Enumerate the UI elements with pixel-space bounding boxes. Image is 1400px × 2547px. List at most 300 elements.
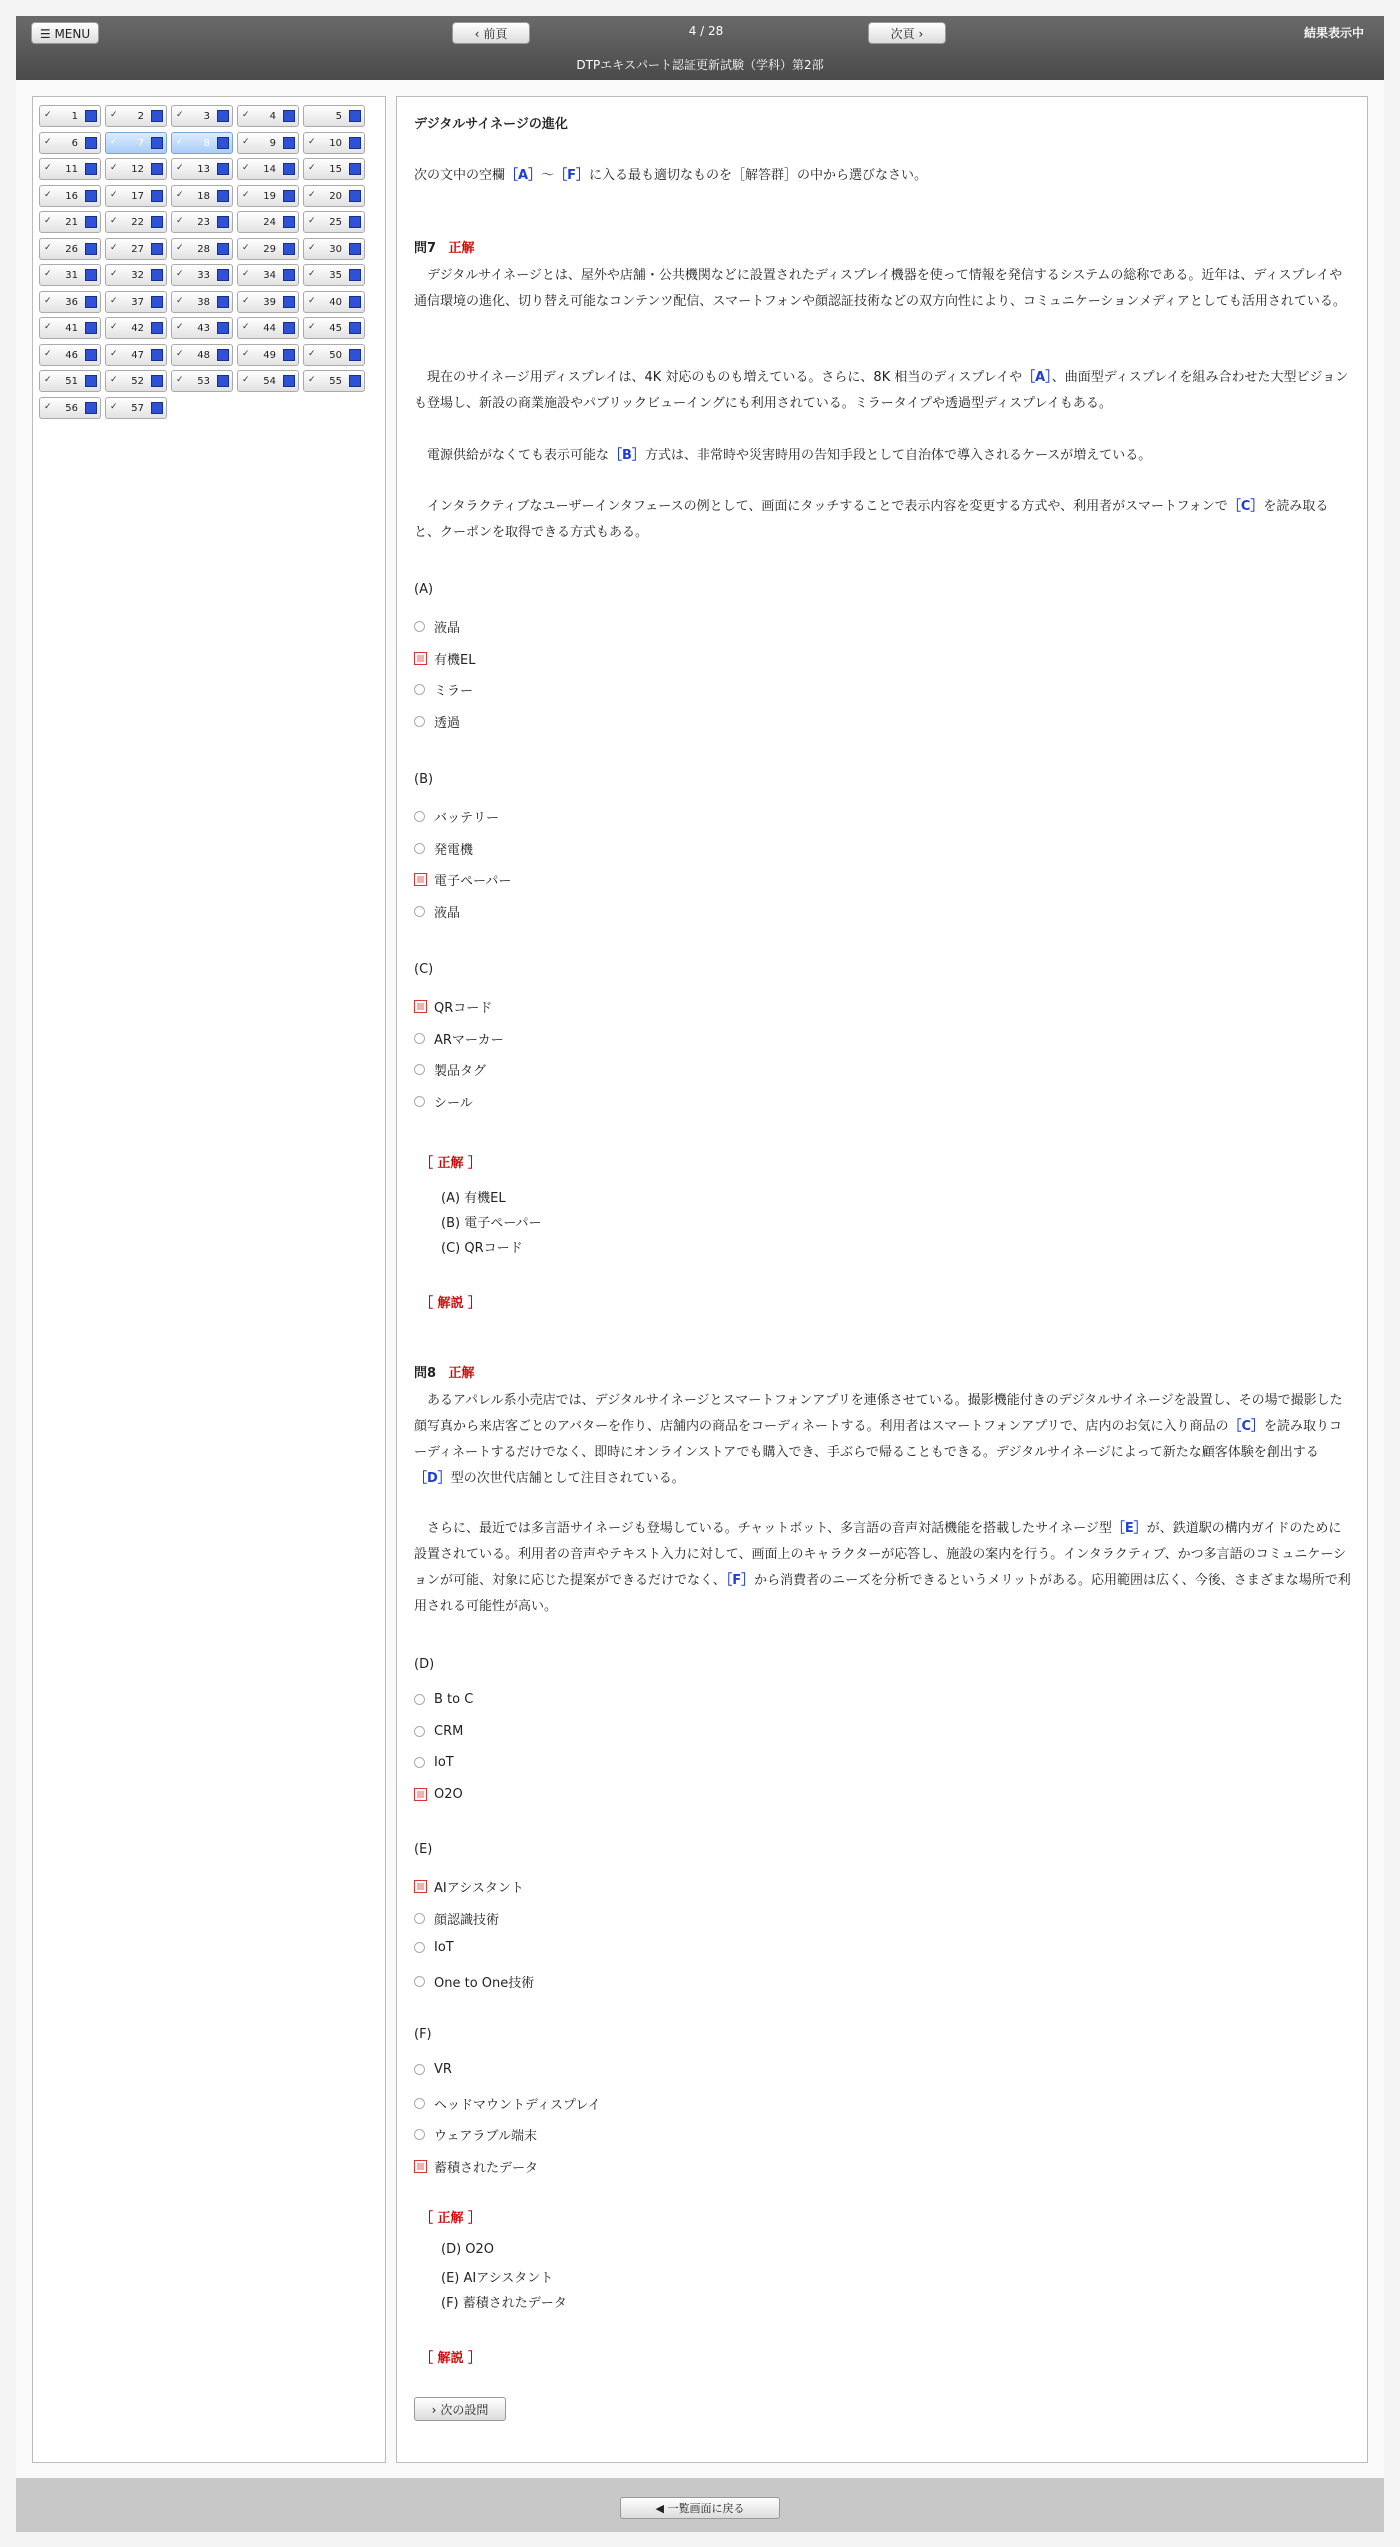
question-nav-button[interactable] <box>303 264 365 286</box>
question-nav-button[interactable] <box>105 397 167 419</box>
question-nav-button[interactable] <box>237 132 299 154</box>
q7-option[interactable] <box>414 1029 504 1048</box>
q8-option-label: B to C <box>434 1692 474 1707</box>
q8-option[interactable] <box>414 1909 499 1928</box>
flag-icon[interactable] <box>151 349 163 361</box>
selected-checkbox-icon[interactable] <box>414 873 427 886</box>
question-number: 53 <box>197 376 210 387</box>
question-nav-button[interactable] <box>303 105 365 127</box>
check-icon: ✓ <box>176 269 184 279</box>
question-number: 14 <box>263 164 276 175</box>
question-nav-button[interactable] <box>105 105 167 127</box>
question-number: 42 <box>131 323 144 334</box>
q7-option[interactable] <box>414 649 475 668</box>
question-number: 49 <box>263 349 276 361</box>
question-nav-button[interactable] <box>39 105 101 127</box>
q7-option[interactable] <box>414 680 473 699</box>
question-number: 48 <box>197 349 210 361</box>
flag-icon[interactable] <box>151 190 163 202</box>
flag-icon[interactable] <box>349 322 361 334</box>
question-number: 20 <box>329 190 342 202</box>
check-icon: ✓ <box>110 269 118 279</box>
check-icon: ✓ <box>242 375 250 385</box>
q8-option-label: O2O <box>434 1786 463 1802</box>
check-icon: ✓ <box>176 110 184 120</box>
question-number: 1 <box>71 111 78 122</box>
question-number: 6 <box>71 137 78 149</box>
q8-option-label: 顔認識技術 <box>434 1912 500 1928</box>
question-number: 18 <box>197 190 210 202</box>
question-nav-button[interactable] <box>171 264 233 286</box>
q8-option[interactable] <box>414 1877 524 1896</box>
flag-icon[interactable] <box>85 163 97 175</box>
check-icon: ✓ <box>44 295 52 306</box>
radio-icon[interactable] <box>414 1976 425 1987</box>
q8-option[interactable] <box>414 1972 534 1991</box>
flag-icon[interactable] <box>349 269 361 281</box>
q7-option-label: ARマーカー <box>434 1032 504 1048</box>
question-nav-button[interactable] <box>39 158 101 180</box>
flag-icon[interactable] <box>349 110 361 122</box>
q7-group-label: (A) <box>414 582 434 597</box>
flag-icon[interactable] <box>217 110 229 122</box>
flag-icon[interactable] <box>85 190 97 202</box>
q7-option[interactable] <box>414 617 460 636</box>
chevron-right-icon: › <box>431 2403 437 2417</box>
question-nav-button[interactable] <box>171 317 233 339</box>
flag-icon[interactable] <box>85 402 97 414</box>
question-number: 30 <box>329 243 342 255</box>
flag-icon[interactable] <box>349 163 361 175</box>
radio-icon[interactable] <box>414 684 425 695</box>
radio-icon[interactable] <box>414 1726 425 1737</box>
question-number: 39 <box>263 296 276 308</box>
radio-icon[interactable] <box>414 1064 425 1075</box>
q7-header: 問7 正解 <box>414 241 475 256</box>
check-icon: ✓ <box>176 375 184 385</box>
selected-checkbox-icon[interactable] <box>414 1000 427 1013</box>
flag-icon[interactable] <box>217 322 229 334</box>
check-icon: ✓ <box>110 348 118 359</box>
flag-icon[interactable] <box>151 163 163 175</box>
q7-option[interactable] <box>414 1060 486 1079</box>
flag-icon[interactable] <box>217 190 229 202</box>
question-nav-button[interactable] <box>171 370 233 392</box>
q7-paragraph-2: 現在のサイネージ用ディスプレイは、4K 対応のものも増えている。さらに、8K 相当のディスプレイや［A］、曲面型ディスプレイを組み合わせた大型ビジョンも登場し、新設の商業施設やパブリックビューイングにも利用されている。ミラータイプや透過型ディスプレイもある。 <box>414 370 1349 411</box>
question-nav-button[interactable] <box>105 344 167 366</box>
flag-icon[interactable] <box>85 349 97 361</box>
question-number: 52 <box>131 376 144 387</box>
question-number: 12 <box>131 164 144 175</box>
question-number: 50 <box>329 349 342 361</box>
check-icon: ✓ <box>44 322 52 332</box>
result-mode-label: 結果表示中 <box>1303 26 1364 40</box>
flag-icon[interactable] <box>283 269 295 281</box>
q8-option[interactable] <box>414 1940 454 1955</box>
question-nav-button[interactable] <box>303 370 365 392</box>
flag-icon[interactable] <box>151 375 163 387</box>
question-nav-button[interactable] <box>171 105 233 127</box>
flag-icon[interactable] <box>349 375 361 387</box>
flag-icon[interactable] <box>85 322 97 334</box>
q8-option[interactable] <box>414 2062 452 2077</box>
check-icon: ✓ <box>44 242 52 253</box>
flag-icon[interactable] <box>283 375 295 387</box>
question-number: 8 <box>203 137 210 149</box>
question-nav-button[interactable] <box>39 370 101 392</box>
question-nav-button[interactable] <box>237 370 299 392</box>
check-icon: ✓ <box>110 375 118 385</box>
flag-icon[interactable] <box>349 243 361 255</box>
app-frame <box>16 16 1384 2532</box>
q7-answer-b: (B) 電子ペーパー <box>441 1216 542 1231</box>
question-nav-button[interactable] <box>171 238 233 260</box>
question-number: 31 <box>65 270 78 281</box>
question-nav-button[interactable] <box>171 132 233 154</box>
question-nav-button[interactable] <box>105 132 167 154</box>
flag-icon[interactable] <box>283 296 295 308</box>
question-number: 33 <box>197 270 210 281</box>
check-icon: ✓ <box>242 110 250 120</box>
check-icon: ✓ <box>44 348 52 359</box>
question-number: 24 <box>263 217 276 228</box>
q8-header: 問8 正解 <box>414 1366 475 1381</box>
question-number: 45 <box>329 323 342 334</box>
back-to-list-button[interactable]: ◀ 一覧画面に戻る <box>620 2497 780 2519</box>
radio-icon[interactable] <box>414 1757 425 1768</box>
radio-icon[interactable] <box>414 1033 425 1044</box>
flag-icon[interactable] <box>85 375 97 387</box>
question-number: 43 <box>197 323 210 334</box>
q8-option-label: CRM <box>434 1723 464 1739</box>
q7-answer-c: (C) QRコード <box>441 1241 523 1256</box>
flag-icon[interactable] <box>217 349 229 361</box>
q8-option-label: IoT <box>434 1940 454 1955</box>
exam-title: DTPエキスパート認証更新試験（学科）第2部 <box>576 58 824 72</box>
question-number: 54 <box>263 376 276 387</box>
question-nav-button[interactable] <box>105 317 167 339</box>
question-nav-button[interactable] <box>39 132 101 154</box>
radio-icon[interactable] <box>414 1942 425 1953</box>
check-icon: ✓ <box>110 322 118 332</box>
radio-icon[interactable] <box>414 2064 425 2075</box>
check-icon: ✓ <box>110 242 118 253</box>
question-nav-button[interactable] <box>39 238 101 260</box>
flag-icon[interactable] <box>349 349 361 361</box>
check-icon: ✓ <box>44 110 52 120</box>
flag-icon[interactable] <box>217 216 229 228</box>
flag-icon[interactable] <box>85 269 97 281</box>
radio-icon[interactable] <box>414 906 425 917</box>
question-nav-button[interactable] <box>303 291 365 313</box>
question-nav-button[interactable] <box>237 317 299 339</box>
q7-option-label: 電子ペーパー <box>434 874 512 889</box>
selected-checkbox-icon[interactable] <box>414 1880 427 1893</box>
check-icon: ✓ <box>110 136 118 147</box>
check-icon: ✓ <box>176 242 184 253</box>
question-number: 44 <box>263 323 276 334</box>
q7-option-label: 製品タグ <box>434 1064 487 1079</box>
check-icon: ✓ <box>242 242 250 253</box>
flag-icon[interactable] <box>151 137 163 149</box>
question-number: 46 <box>65 349 78 361</box>
prev-page-button[interactable]: ‹ 前頁 <box>452 22 530 44</box>
q7-option[interactable] <box>414 997 492 1016</box>
check-icon: ✓ <box>110 189 118 200</box>
flag-icon[interactable] <box>283 243 295 255</box>
flag-icon[interactable] <box>151 322 163 334</box>
radio-icon[interactable] <box>414 811 425 822</box>
check-icon: ✓ <box>110 216 118 226</box>
q7-option-label: 液晶 <box>434 621 461 636</box>
q8-option[interactable] <box>414 1787 463 1802</box>
question-number: 57 <box>131 402 144 414</box>
flag-icon[interactable] <box>151 296 163 308</box>
flag-icon[interactable] <box>349 190 361 202</box>
question-nav-button[interactable] <box>237 291 299 313</box>
question-nav-button[interactable] <box>303 317 365 339</box>
check-icon: ✓ <box>242 136 250 147</box>
check-icon: ✓ <box>242 322 250 332</box>
footer-bar <box>16 2478 1384 2532</box>
q7-result: 正解 <box>448 241 475 256</box>
question-nav-button[interactable] <box>39 317 101 339</box>
q7-option-label: 発電機 <box>434 842 474 858</box>
question-nav-button[interactable] <box>237 185 299 207</box>
question-nav-button[interactable] <box>303 238 365 260</box>
flag-icon[interactable] <box>217 296 229 308</box>
q8-option-label: VR <box>434 2062 452 2077</box>
check-icon: ✓ <box>176 189 184 200</box>
q8-group-label: (E) <box>414 1842 433 1857</box>
instruction: 次の文中の空欄［A］〜［F］に入る最も適切なものを［解答群］の中から選びなさい。 <box>414 168 927 183</box>
question-nav-button[interactable] <box>303 344 365 366</box>
question-number: 40 <box>329 296 342 308</box>
q7-explanation-heading: ［ 解説 ］ <box>420 1296 482 1311</box>
question-number: 13 <box>197 164 210 175</box>
question-nav-button[interactable] <box>39 185 101 207</box>
radio-icon[interactable] <box>414 1096 425 1107</box>
q7-answer-heading: ［ 正解 ］ <box>420 1156 482 1171</box>
q7-paragraph-3: 電源供給がなくても表示可能な［B］方式は、非常時や災害時用の告知手段として自治体で導入されるケースが増えている。 <box>427 448 1152 463</box>
question-number: 7 <box>137 137 144 149</box>
check-icon: ✓ <box>176 163 184 173</box>
q7-option[interactable] <box>414 902 460 921</box>
question-nav-button[interactable] <box>39 397 101 419</box>
q7-option[interactable] <box>414 870 511 889</box>
q8-answer-e: (E) AIアシスタント <box>441 2271 554 2286</box>
check-icon: ✓ <box>44 269 52 279</box>
question-nav-button[interactable] <box>303 158 365 180</box>
check-icon: ✓ <box>110 163 118 173</box>
question-nav-button[interactable] <box>105 211 167 233</box>
question-nav-button[interactable] <box>171 291 233 313</box>
check-icon: ✓ <box>308 269 316 279</box>
question-nav-button[interactable] <box>39 291 101 313</box>
question-nav-panel <box>32 96 386 2463</box>
next-page-button[interactable]: 次頁 › <box>868 22 946 44</box>
question-nav-button[interactable] <box>171 211 233 233</box>
question-nav-button[interactable] <box>105 185 167 207</box>
topic-title: デジタルサイネージの進化 <box>414 117 568 132</box>
selected-checkbox-icon[interactable] <box>414 1788 427 1801</box>
question-number: 2 <box>137 111 144 122</box>
flag-icon[interactable] <box>85 216 97 228</box>
flag-icon[interactable] <box>151 216 163 228</box>
flag-icon[interactable] <box>283 137 295 149</box>
question-nav-button[interactable] <box>39 211 101 233</box>
selected-checkbox-icon[interactable] <box>414 2160 427 2173</box>
question-nav-button[interactable] <box>237 264 299 286</box>
content-area <box>16 80 1384 2478</box>
question-nav-button[interactable] <box>237 158 299 180</box>
question-number: 5 <box>335 111 342 122</box>
radio-icon[interactable] <box>414 621 425 632</box>
flag-icon[interactable] <box>349 296 361 308</box>
header-bar <box>16 16 1384 81</box>
q8-option-label: 蓄積されたデータ <box>434 2160 539 2176</box>
question-nav-button[interactable] <box>105 238 167 260</box>
flag-icon[interactable] <box>151 243 163 255</box>
check-icon: ✓ <box>308 375 316 385</box>
flag-icon[interactable] <box>283 349 295 361</box>
chevron-left-icon: ‹ <box>474 27 480 41</box>
q8-option[interactable] <box>414 2094 601 2113</box>
check-icon: ✓ <box>110 110 118 120</box>
question-number: 29 <box>263 243 276 255</box>
question-nav-button[interactable] <box>39 264 101 286</box>
flag-icon[interactable] <box>283 322 295 334</box>
question-nav-button[interactable] <box>171 158 233 180</box>
question-nav-button[interactable] <box>105 370 167 392</box>
question-nav-button[interactable] <box>105 158 167 180</box>
question-number: 10 <box>329 137 342 149</box>
flag-icon[interactable] <box>283 163 295 175</box>
check-icon: ✓ <box>110 295 118 306</box>
flag-icon[interactable] <box>85 137 97 149</box>
question-number: 28 <box>197 243 210 255</box>
radio-icon[interactable] <box>414 843 425 854</box>
check-icon: ✓ <box>176 136 184 147</box>
check-icon: ✓ <box>176 295 184 306</box>
question-nav-button[interactable] <box>171 344 233 366</box>
radio-icon[interactable] <box>414 1694 425 1705</box>
q8-group-label: (F) <box>414 2027 432 2042</box>
flag-icon[interactable] <box>217 243 229 255</box>
flag-icon[interactable] <box>151 402 163 414</box>
check-icon: ✓ <box>242 163 250 173</box>
menu-button[interactable]: ☰ MENU <box>31 22 99 44</box>
q7-option-label: 透過 <box>434 715 461 731</box>
question-nav-button[interactable] <box>303 132 365 154</box>
check-icon: ✓ <box>176 216 184 226</box>
flag-icon[interactable] <box>85 110 97 122</box>
question-number: 36 <box>65 296 78 308</box>
flag-icon[interactable] <box>283 216 295 228</box>
q7-option-label: ミラー <box>434 684 474 699</box>
question-number: 16 <box>65 190 78 202</box>
q8-option[interactable] <box>414 2157 538 2176</box>
q7-option[interactable] <box>414 712 460 731</box>
question-number: 15 <box>329 164 342 175</box>
check-icon: ✓ <box>308 216 316 226</box>
flag-icon[interactable] <box>85 296 97 308</box>
q7-group-label: (B) <box>414 772 434 787</box>
flag-icon[interactable] <box>349 216 361 228</box>
flag-icon[interactable] <box>217 163 229 175</box>
check-icon: ✓ <box>176 348 184 359</box>
question-nav-button[interactable] <box>105 264 167 286</box>
q7-answer-a: (A) 有機EL <box>441 1191 506 1206</box>
question-nav-button[interactable] <box>237 211 299 233</box>
check-icon: ✓ <box>308 322 316 332</box>
question-nav-button[interactable] <box>303 211 365 233</box>
q7-option[interactable] <box>414 1092 473 1111</box>
question-number: 51 <box>65 376 78 387</box>
question-number: 37 <box>131 296 144 308</box>
q7-paragraph-1: デジタルサイネージとは、屋外や店舗・公共機関などに設置されたディスプレイ機器を使って情報を発信するシステムの総称である。近年は、ディスプレイや通信環境の進化、切り替え可能なコンテンツ配信、スマートフォンや顔認証技術などの双方向性により、コミュニケーションメディアとしても活用されている。 <box>414 268 1346 309</box>
question-nav-button[interactable] <box>237 238 299 260</box>
flag-icon[interactable] <box>217 375 229 387</box>
flag-icon[interactable] <box>85 243 97 255</box>
radio-icon[interactable] <box>414 2129 425 2140</box>
question-panel <box>396 96 1368 2463</box>
check-icon: ✓ <box>242 348 250 359</box>
radio-icon[interactable] <box>414 1913 425 1924</box>
radio-icon[interactable] <box>414 716 425 727</box>
question-nav-button[interactable] <box>105 291 167 313</box>
q8-paragraph-1: あるアパレル系小売店では、デジタルサイネージとスマートフォンアプリを連係させている。撮影機能付きのデジタルサイネージを設置し、その場で撮影した顔写真から来店客ごとのアバターを作り、店舗内の商品をコーディネートする。利用者はスマートフォンアプリで、店内のお気に入り商品の［C］を読み取りコーディネートするだけでなく、即時にオンラインストアでも購入でき、手ぶらで帰ることもできる。デジタルサイネージによって新たな顧客体験を創出する［D］型の次世代店舗として注目されている。 <box>414 1393 1343 1486</box>
q7-option-label: バッテリー <box>434 811 500 826</box>
flag-icon[interactable] <box>217 137 229 149</box>
check-icon: ✓ <box>308 348 316 359</box>
question-number: 41 <box>65 323 78 334</box>
q8-option[interactable] <box>414 1692 473 1707</box>
flag-icon[interactable] <box>283 190 295 202</box>
check-icon: ✓ <box>308 136 316 147</box>
next-question-button[interactable]: › 次の設問 <box>414 2397 506 2421</box>
question-nav-button[interactable] <box>171 185 233 207</box>
question-nav-button[interactable] <box>237 105 299 127</box>
flag-icon[interactable] <box>283 110 295 122</box>
check-icon: ✓ <box>44 163 52 173</box>
flag-icon[interactable] <box>151 269 163 281</box>
flag-icon[interactable] <box>349 137 361 149</box>
question-nav-button[interactable] <box>303 185 365 207</box>
flag-icon[interactable] <box>151 110 163 122</box>
q8-option-label: One to One技術 <box>434 1975 535 1991</box>
q7-option-label: シール <box>434 1095 473 1111</box>
circle-arrow-left-icon: ◀ <box>655 2502 664 2515</box>
q7-option[interactable] <box>414 807 499 826</box>
question-number: 32 <box>131 270 144 281</box>
q8-option[interactable] <box>414 1724 463 1739</box>
check-icon: ✓ <box>242 295 250 306</box>
q8-option[interactable] <box>414 2125 537 2144</box>
question-nav-button[interactable] <box>39 344 101 366</box>
question-number: 23 <box>197 217 210 228</box>
selected-checkbox-icon[interactable] <box>414 652 427 665</box>
q8-option[interactable] <box>414 1755 454 1770</box>
flag-icon[interactable] <box>217 269 229 281</box>
q7-option[interactable] <box>414 839 473 858</box>
question-number: 17 <box>131 190 144 202</box>
check-icon: ✓ <box>44 375 52 385</box>
question-nav-button[interactable] <box>237 344 299 366</box>
question-number: 25 <box>329 217 342 228</box>
menu-icon: ☰ <box>39 27 51 41</box>
radio-icon[interactable] <box>414 2098 425 2109</box>
